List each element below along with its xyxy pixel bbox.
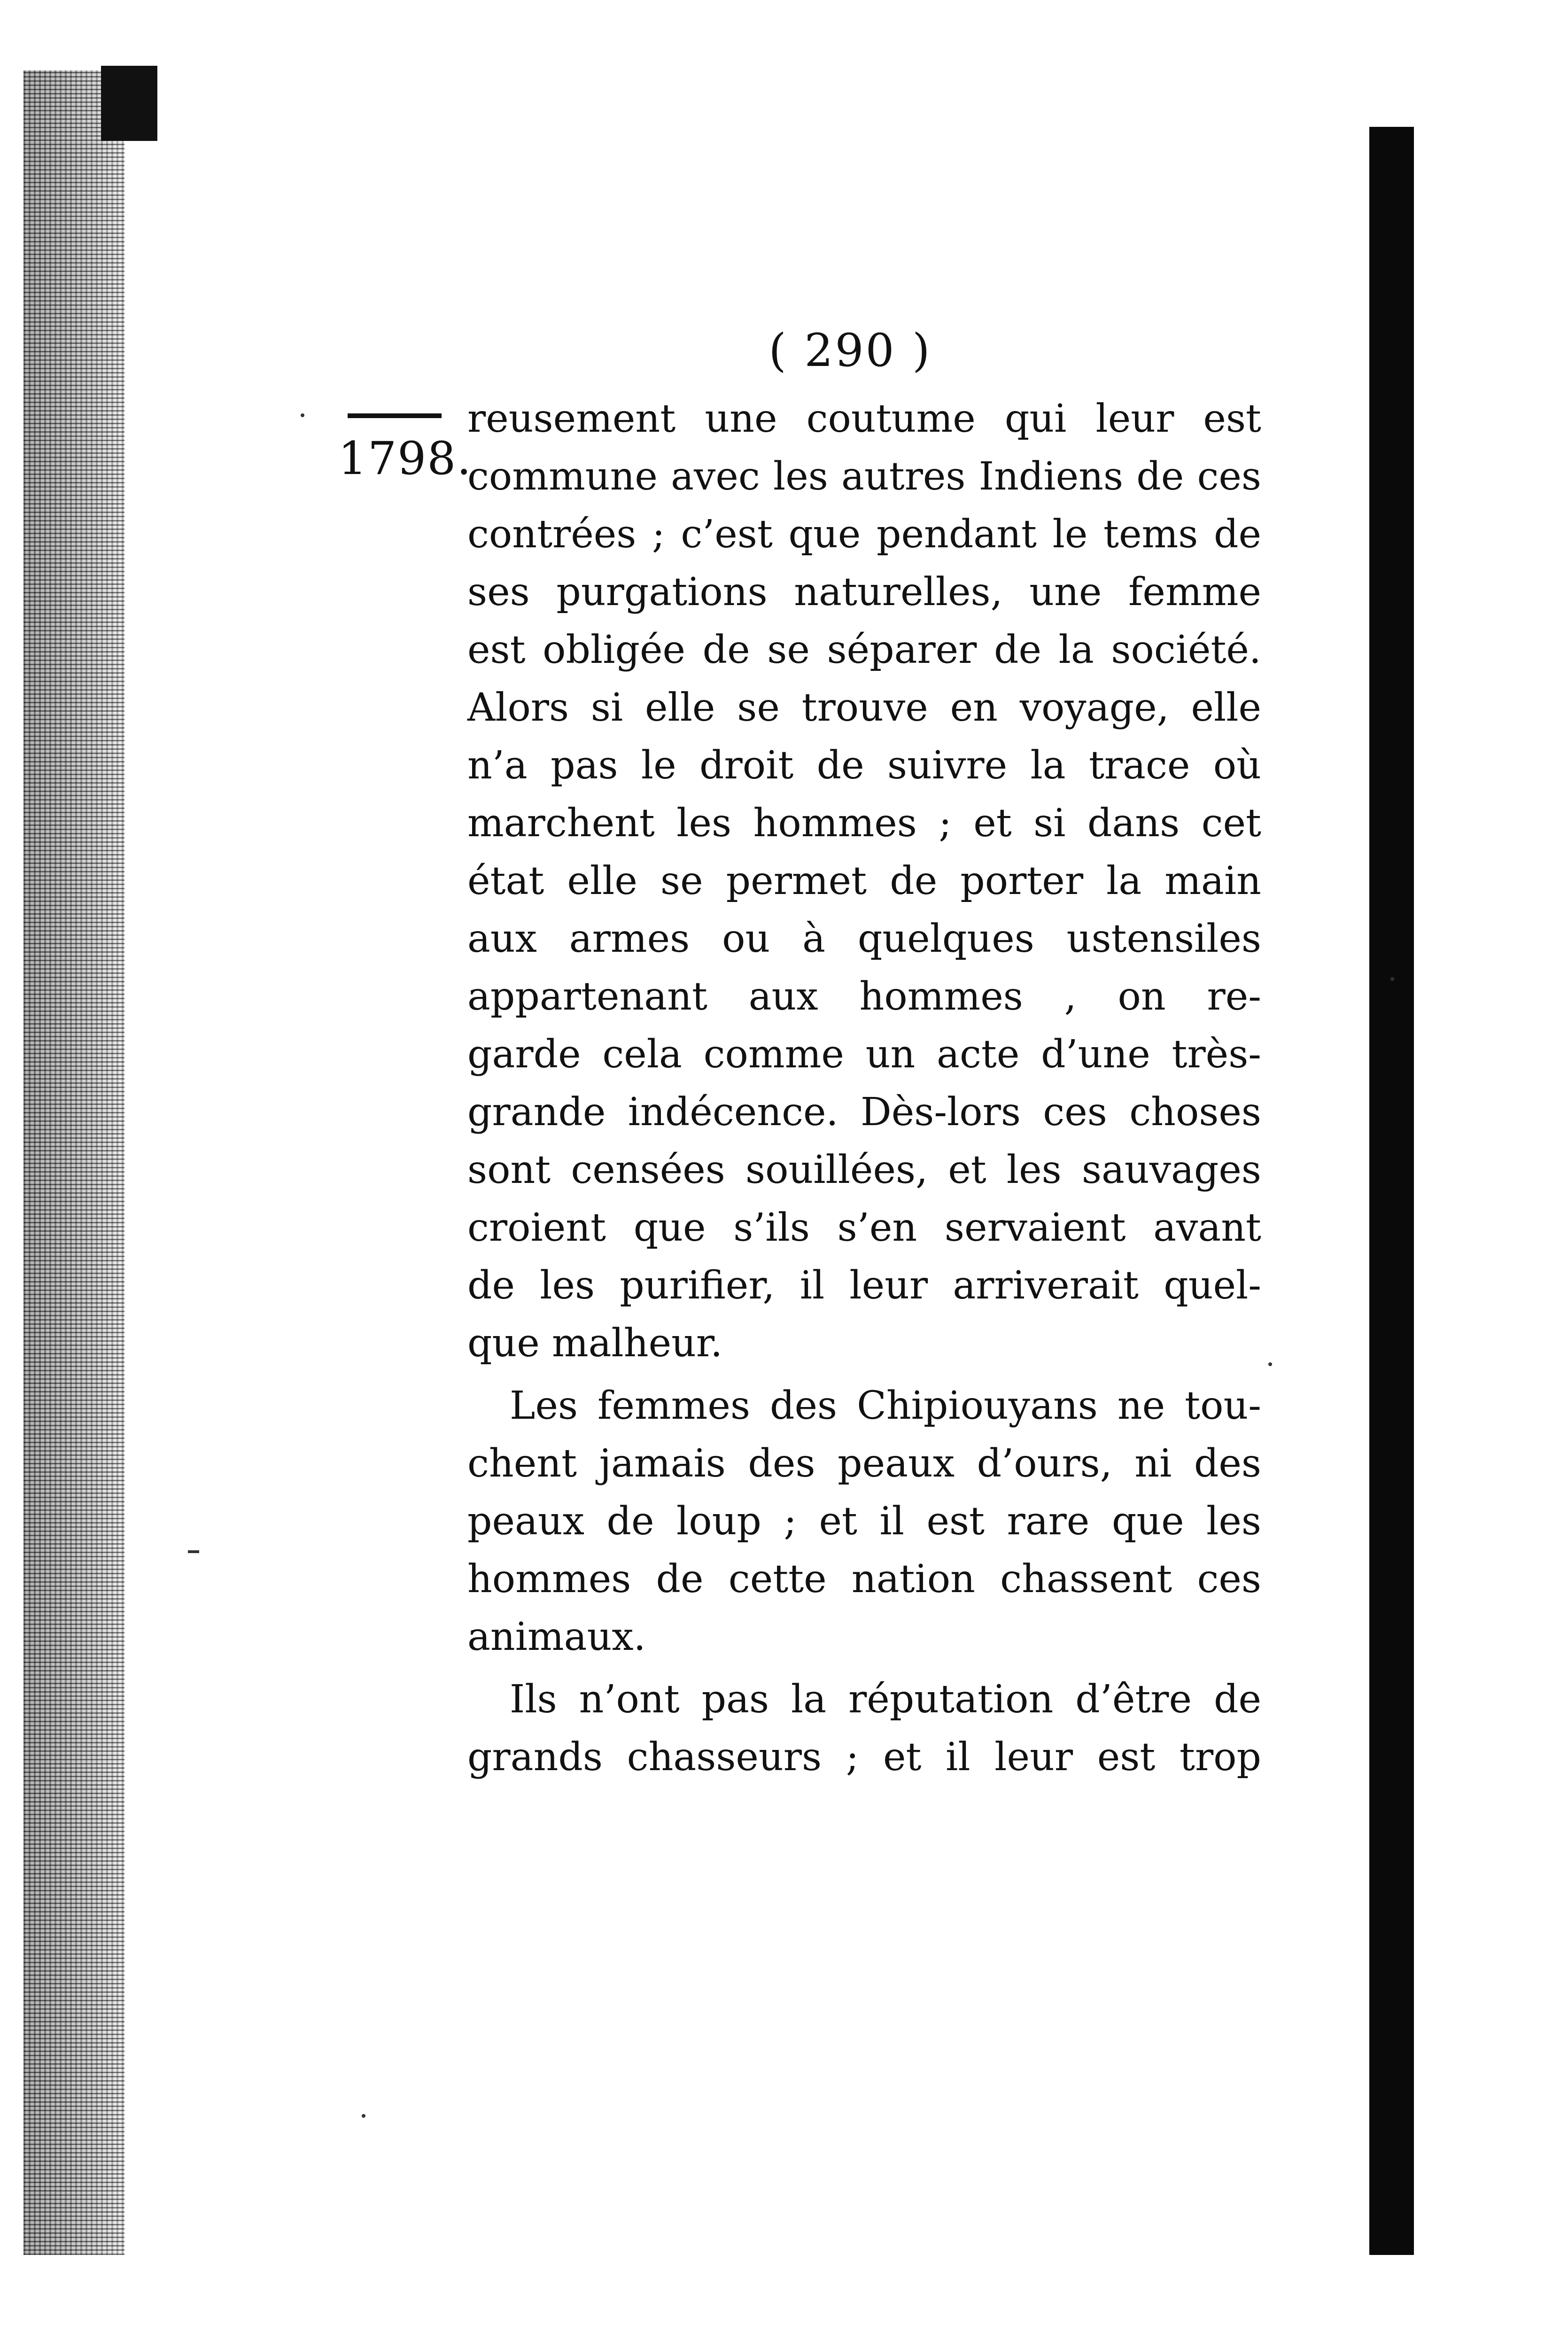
text-line: Ils n’ont pas la réputation d’être de [510, 1677, 1261, 1722]
text-line: est obligée de se séparer de la société. [467, 628, 1261, 672]
text-line: chent jamais des peaux d’ours, ni des [467, 1441, 1261, 1486]
print-speck [188, 1550, 199, 1553]
text-line: appartenant aux hommes , on re- [467, 974, 1261, 1019]
text-line: de les purifier, il leur arriverait quel- [467, 1263, 1261, 1308]
margin-year: 1798. [338, 432, 472, 485]
text-line: n’a pas le droit de suivre la trace où [467, 743, 1261, 788]
text-line: garde cela comme un acte d’une très- [467, 1032, 1261, 1077]
body-text [467, 390, 1261, 1786]
text-line: que malheur. [467, 1321, 723, 1366]
print-speck [362, 2114, 365, 2118]
text-line: marchent les hommes ; et si dans cet [467, 801, 1261, 846]
text-line: commune avec les autres Indiens de ces [467, 454, 1261, 499]
text-line: reusement une coutume qui leur est [467, 396, 1261, 441]
text-line: Alors si elle se trouve en voyage, elle [467, 685, 1261, 730]
text-line: aux armes ou à quelques ustensiles [467, 917, 1261, 961]
text-line: contrées ; c’est que pendant le tems de [467, 512, 1261, 557]
text-line: ses purgations naturelles, une femme [467, 570, 1261, 614]
print-speck [1268, 1362, 1272, 1366]
text-line: grands chasseurs ; et il leur est trop [467, 1735, 1261, 1780]
print-speck [1390, 977, 1394, 981]
text-line: état elle se permet de porter la main [467, 859, 1261, 903]
binding-mark [101, 66, 157, 141]
text-line: animaux. [467, 1615, 646, 1659]
text-line: croient que s’ils s’en servaient avant [467, 1205, 1261, 1250]
page-number: ( 290 ) [768, 324, 932, 377]
binding-edge [23, 70, 124, 2255]
text-line: grande indécence. Dès-lors ces choses [467, 1090, 1261, 1135]
print-speck [301, 413, 304, 417]
text-line: peaux de loup ; et il est rare que les [467, 1499, 1261, 1544]
text-line: Les femmes des Chipiouyans ne tou- [510, 1384, 1261, 1428]
text-line: sont censées souillées, et les sauvages [467, 1148, 1261, 1192]
margin-rule [348, 413, 442, 418]
page-edge-bar [1369, 127, 1414, 2255]
text-line: hommes de cette nation chassent ces [467, 1557, 1261, 1601]
